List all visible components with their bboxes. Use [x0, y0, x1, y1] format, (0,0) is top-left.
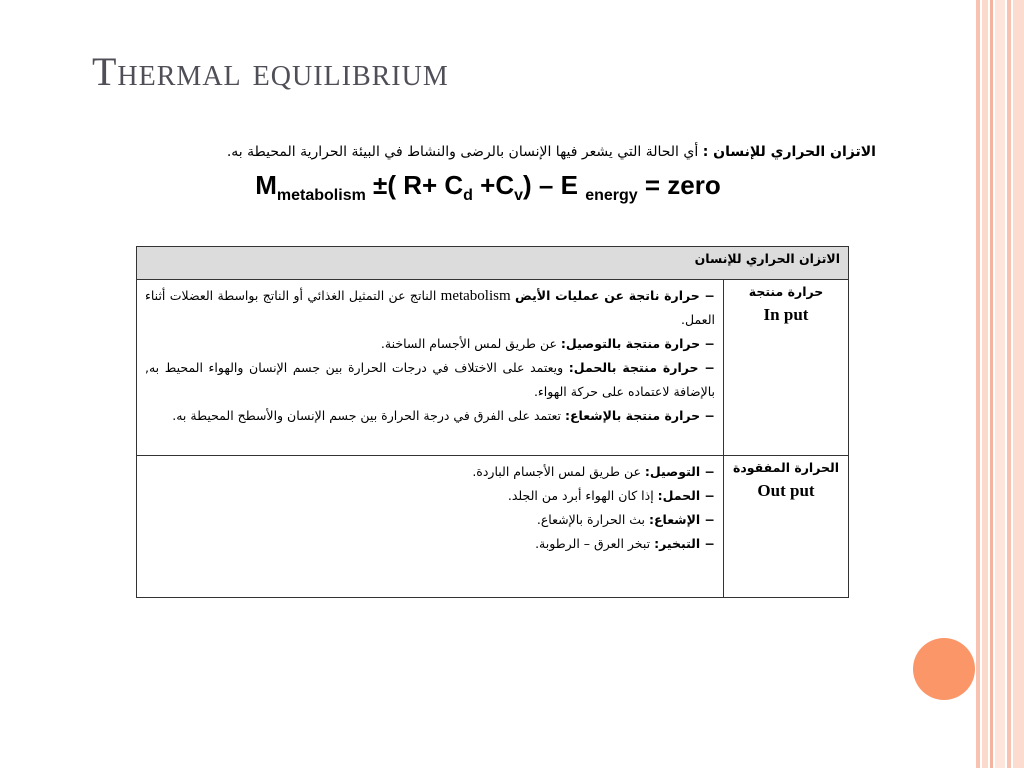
- item-text: تبخر العرق – الرطوبة.: [535, 536, 655, 551]
- formula-part: +C: [472, 170, 515, 200]
- formula-sub-d: d: [463, 187, 473, 205]
- item-term: − التوصيل:: [644, 464, 715, 479]
- table-header-row: [137, 247, 849, 280]
- item-text: عن طريق لمس الأجسام الساخنة.: [380, 336, 561, 351]
- table-header: الاتزان الحراري للإنسان: [137, 247, 849, 280]
- input-content: [137, 280, 724, 456]
- definition: [76, 144, 876, 160]
- list-item: [145, 532, 715, 556]
- formula-part: ) – E: [523, 170, 586, 200]
- item-term: − التبخير:: [654, 536, 715, 551]
- input-label-ar: حرارة منتجة: [748, 284, 824, 299]
- item-text: تعتمد على الفرق في درجة الحرارة بين جسم الإنسان والأسطح المحيطة به.: [172, 408, 566, 423]
- slide-title: Thermal equilibrium: [92, 49, 449, 94]
- decorative-circle: [913, 638, 975, 700]
- list-item: [145, 356, 715, 404]
- decorative-stripe: [982, 0, 988, 768]
- item-latin: metabolism: [440, 288, 511, 304]
- item-text: بث الحرارة بالإشعاع.: [536, 512, 649, 527]
- item-text: الناتج عن التمثيل الغذائي أو الناتج بواسطة العضلات أثناء العمل.: [145, 288, 715, 327]
- list-item: [145, 404, 715, 428]
- table-row-input: [137, 280, 849, 456]
- decorative-stripe: [1013, 0, 1024, 768]
- table-row-output: [137, 456, 849, 598]
- output-category: [724, 456, 849, 598]
- output-label-en: Out put: [757, 481, 815, 500]
- output-label-ar: الحرارة المفقودة: [733, 460, 839, 475]
- formula-sub-metabolism: metabolism: [276, 187, 366, 205]
- decorative-stripe: [1007, 0, 1011, 768]
- item-text: ويعتمد على الاختلاف في درجات الحرارة بين جسم الإنسان والهواء المحيط به, بالإضافة لاعتماده على حركة الهواء.: [145, 360, 715, 399]
- definition-term: الاتزان الحراري للإنسان :: [702, 144, 876, 160]
- item-term: − الإشعاع:: [649, 512, 715, 527]
- formula-m: M: [255, 170, 277, 200]
- formula-part: = zero: [637, 170, 721, 200]
- output-content: [137, 456, 724, 598]
- item-term: − حرارة منتجة بالإشعاع:: [565, 408, 715, 423]
- input-label-en: In put: [763, 305, 809, 324]
- list-item: [145, 332, 715, 356]
- decorative-stripe: [990, 0, 993, 768]
- item-text: إذا كان الهواء أبرد من الجلد.: [507, 488, 658, 503]
- list-item: [145, 508, 715, 532]
- item-term: − حرارة ناتجة عن عمليات الأيض: [515, 288, 715, 303]
- thermal-balance-table: [136, 246, 849, 598]
- list-item: [145, 484, 715, 508]
- list-item: [145, 460, 715, 484]
- item-term: − حرارة منتجة بالحمل:: [568, 360, 715, 375]
- definition-text: أي الحالة التي يشعر فيها الإنسان بالرضى والنشاط في البيئة الحرارية المحيطة به.: [226, 144, 703, 160]
- item-term: − الحمل:: [657, 488, 715, 503]
- heat-balance-formula: [0, 170, 1024, 205]
- formula-sub-v: v: [514, 187, 524, 205]
- list-item: [145, 284, 715, 332]
- formula-part: ±( R+ C: [365, 170, 464, 200]
- item-term: − حرارة منتجة بالتوصيل:: [560, 336, 715, 351]
- decorative-stripe: [995, 0, 1005, 768]
- decorative-stripe: [976, 0, 980, 768]
- formula-sub-energy: energy: [585, 187, 638, 205]
- input-category: [724, 280, 849, 456]
- item-text: عن طريق لمس الأجسام الباردة.: [472, 464, 645, 479]
